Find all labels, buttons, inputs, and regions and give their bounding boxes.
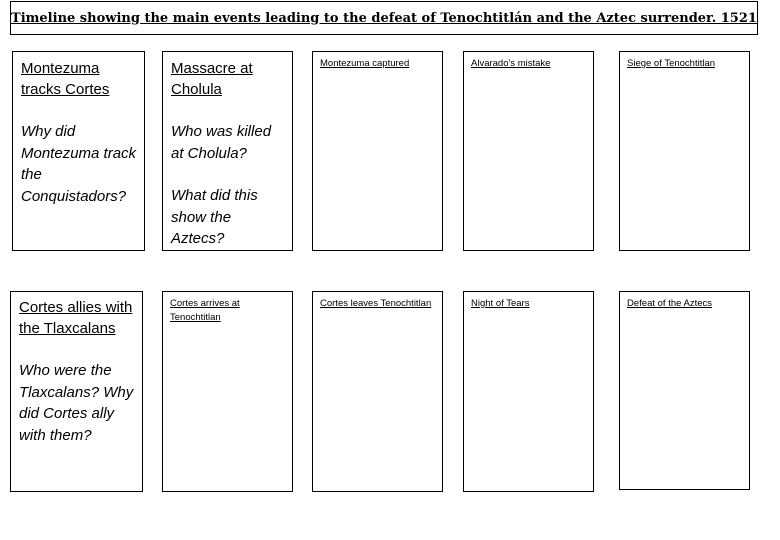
card-montezuma-tracks-cortes	[12, 51, 145, 251]
card-heading: Montezuma tracks Cortes	[21, 60, 110, 98]
card-cortes-arrives	[162, 291, 293, 492]
card-heading: Siege of Tenochtitlan	[627, 58, 716, 69]
card-montezuma-captured	[312, 51, 443, 251]
card-heading: Cortes leaves Tenochtitlan	[320, 298, 432, 309]
card-cortes-allies-tlaxcalans	[10, 291, 143, 492]
card-question: Why did Montezuma track the Conquistadors?	[21, 123, 137, 205]
card-heading: Massacre at Cholula	[171, 60, 253, 98]
card-question: Who were the Tlaxcalans? Why did Cortes ally with them?	[19, 362, 134, 444]
page-title: Timeline showing the main events leading to the defeat of Tenochtitlán and the Aztec surrender. 1521	[11, 10, 757, 26]
card-question: Who was killed at Cholula?	[171, 123, 272, 162]
card-cortes-leaves	[312, 291, 443, 492]
card-heading: Cortes arrives at Tenochtitlan	[170, 298, 240, 323]
card-night-of-tears	[463, 291, 594, 492]
card-defeat-of-the-aztecs	[619, 291, 750, 490]
card-siege-of-tenochtitlan	[619, 51, 750, 251]
card-alvarados-mistake	[463, 51, 594, 251]
card-heading: Montezuma captured	[320, 58, 410, 69]
card-heading: Cortes allies with the Tlaxcalans	[19, 299, 133, 337]
card-massacre-at-cholula	[162, 51, 293, 251]
card-heading: Alvarado's mistake	[471, 58, 551, 69]
card-question: What did this show the Aztecs?	[171, 187, 258, 247]
title-banner	[10, 1, 758, 35]
card-heading: Night of Tears	[471, 298, 530, 309]
card-heading: Defeat of the Aztecs	[627, 298, 713, 309]
